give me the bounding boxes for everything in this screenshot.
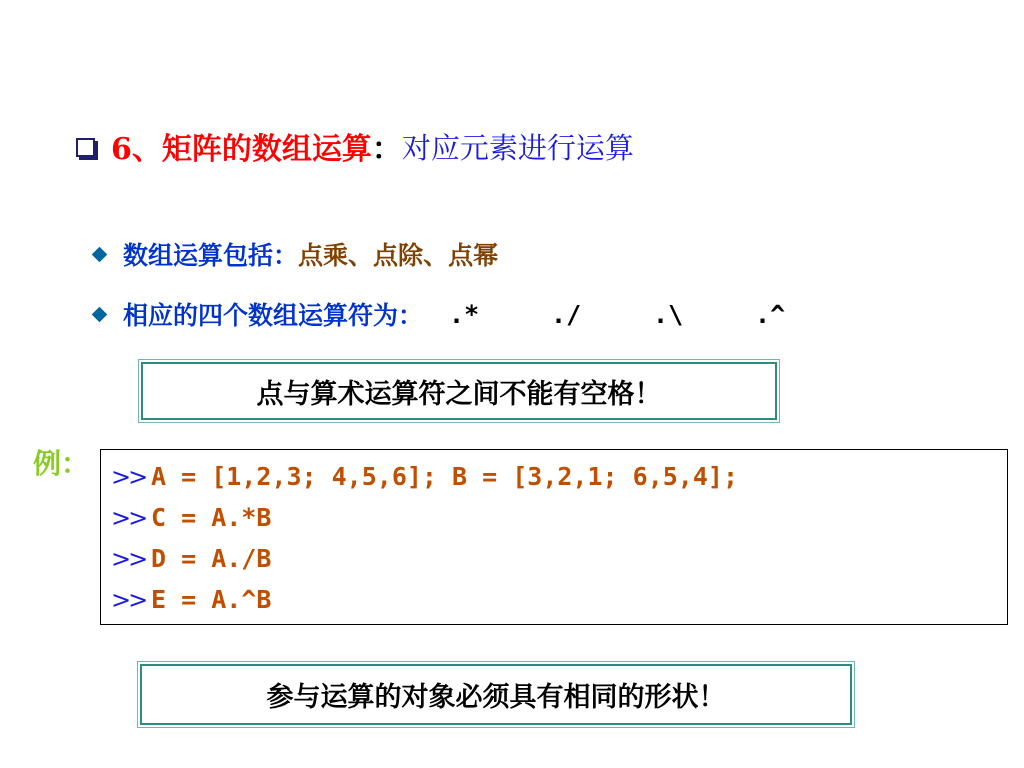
op-item-dot-multiply: 点乘 [298,241,349,270]
note-box-same-shape [140,664,852,725]
prompt-icon: >> [111,544,146,573]
code-text: A = [1,2,3; 4,5,6]; B = [3,2,1; 6,5,4]; [151,462,738,491]
checkbox-bullet-icon [76,138,95,157]
code-line [111,497,1007,538]
prompt-icon: >> [111,503,146,532]
note-text: 参与运算的对象必须具有相同的形状！ [266,682,726,713]
code-text: D = A./B [151,544,272,573]
bullet-label: 数组运算包括： [123,241,299,270]
code-line [111,456,1007,497]
heading-title: 矩阵的数组运算 [161,132,372,167]
op-separator: 、 [348,241,374,270]
bullet-label: 相应的四个数组运算符为： [123,301,424,330]
operator-list [449,300,857,329]
operator-dot-slash: ./ [551,299,582,329]
diamond-bullet-icon [92,306,108,322]
op-item-dot-divide: 点除 [373,241,424,270]
operator-dot-star: .* [449,299,480,329]
bullet-array-ops [90,236,498,272]
prompt-icon: >> [111,585,146,614]
code-text: C = A.*B [151,503,272,532]
op-separator: 、 [423,241,449,270]
code-line [111,538,1007,579]
op-item-dot-power: 点幂 [448,241,499,270]
bullet-operators [90,296,857,332]
heading-number: 6、 [111,132,162,167]
example-label: 例： [33,447,90,480]
note-text: 点与算术运算符之间不能有空格！ [256,378,662,410]
heading-description: 对应元素进行运算 [401,130,634,165]
heading-colon: ： [371,132,402,167]
code-example-box [100,449,1008,625]
prompt-icon: >> [111,462,146,491]
section-heading [76,124,634,168]
code-text: E = A.^B [151,585,272,614]
operator-dot-backslash: .\ [653,299,684,329]
operator-dot-caret: .^ [755,299,786,329]
note-box-no-space [141,362,777,420]
code-line [111,579,1007,620]
diamond-bullet-icon [92,246,108,262]
